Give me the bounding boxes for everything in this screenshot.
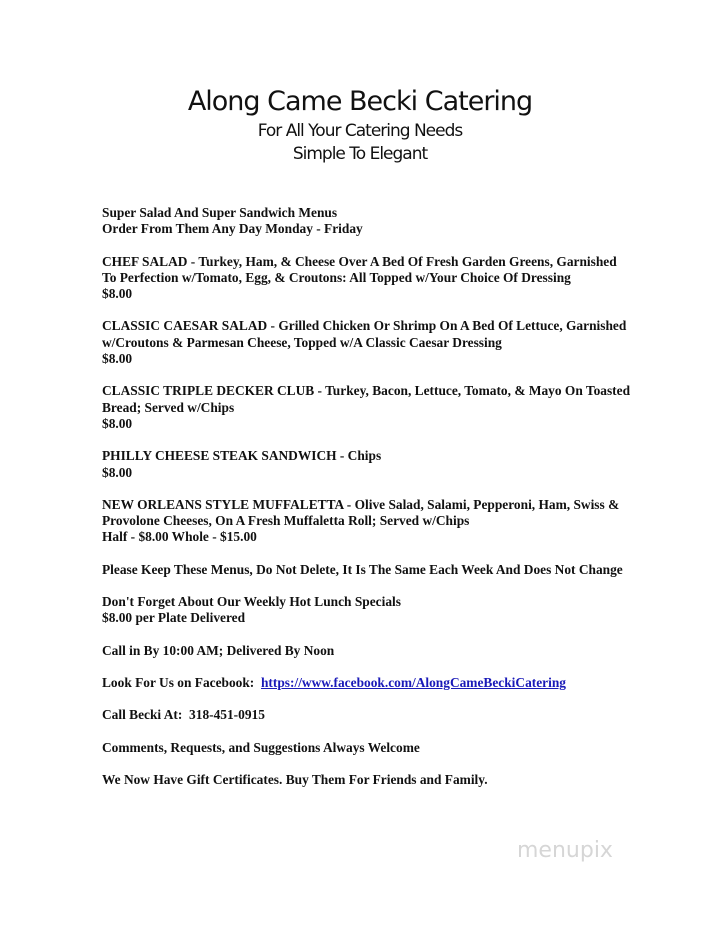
- intro-section: [102, 205, 632, 238]
- intro-line: Super Salad And Super Sandwich Menus: [102, 205, 338, 220]
- facebook-label: Look For Us on Facebook:: [102, 674, 255, 690]
- phone-label: Call Becki At:: [102, 707, 183, 723]
- watermark-logo: menupix: [517, 838, 613, 863]
- menu-item-description: PHILLY CHEESE STEAK SANDWICH - Chips: [102, 448, 382, 464]
- menu-item-description: CHEF SALAD - Turkey, Ham, & Cheese Over A Bed Of Fresh Garden Greens, Garnished To Perfection w/Tomato, Egg, & Croutons: All Topped w/Your Choice Of Dressing: [102, 253, 617, 285]
- tagline-primary: For All Your Catering Needs: [257, 121, 463, 141]
- menu-item-philly-cheese-steak: [102, 448, 632, 481]
- menu-item-price: $8.00: [102, 415, 133, 431]
- page-title: Along Came Becki Catering: [187, 86, 533, 117]
- note-text: Please Keep These Menus, Do Not Delete, It Is The Same Each Week And Does Not Change: [102, 561, 623, 577]
- menu-item-price: Half - $8.00 Whole - $15.00: [102, 529, 257, 545]
- menu-item-price: $8.00: [102, 351, 133, 367]
- menu-item-price: $8.00: [102, 464, 133, 480]
- phone-line: [102, 707, 632, 723]
- keep-menus-note: [102, 562, 632, 578]
- menu-document: [102, 205, 632, 804]
- menu-item-description: CLASSIC TRIPLE DECKER CLUB - Turkey, Bacon, Lettuce, Tomato, & Mayo On Toasted Bread; Served w/Chips: [102, 383, 631, 415]
- note-text: We Now Have Gift Certificates. Buy Them For Friends and Family.: [102, 771, 488, 787]
- menu-item-chef-salad: [102, 254, 632, 303]
- menu-item-muffaletta: [102, 497, 632, 546]
- gift-certificates-note: [102, 772, 632, 788]
- phone-number: 318-451-0915: [189, 707, 265, 723]
- menu-item-club-sandwich: [102, 383, 632, 432]
- intro-line: Order From Them Any Day Monday - Friday: [102, 221, 363, 237]
- menu-item-description: NEW ORLEANS STYLE MUFFALETTA - Olive Salad, Salami, Pepperoni, Ham, Swiss & Provolone Cheeses, On A Fresh Muffaletta Roll; Served w/Chips: [102, 496, 620, 529]
- facebook-link[interactable]: https://www.facebook.com/AlongCameBeckiCatering: [260, 674, 566, 690]
- menu-item-description: CLASSIC CAESAR SALAD - Grilled Chicken Or Shrimp On A Bed Of Lettuce, Garnished w/Croutons & Parmesan Cheese, Topped w/A Classic Caesar Dressing: [102, 318, 627, 350]
- facebook-line: [102, 675, 632, 691]
- hot-lunch-specials: [102, 594, 632, 627]
- tagline-secondary: Simple To Elegant: [292, 144, 428, 164]
- note-text: $8.00 per Plate Delivered: [102, 610, 246, 626]
- menu-item-price: $8.00: [102, 286, 133, 302]
- note-text: Call in By 10:00 AM; Delivered By Noon: [102, 642, 335, 658]
- note-text: Don't Forget About Our Weekly Hot Lunch Specials: [102, 594, 401, 610]
- note-text: Comments, Requests, and Suggestions Always Welcome: [102, 739, 420, 755]
- comments-note: [102, 740, 632, 756]
- menu-item-caesar-salad: [102, 318, 632, 367]
- call-in-note: [102, 643, 632, 659]
